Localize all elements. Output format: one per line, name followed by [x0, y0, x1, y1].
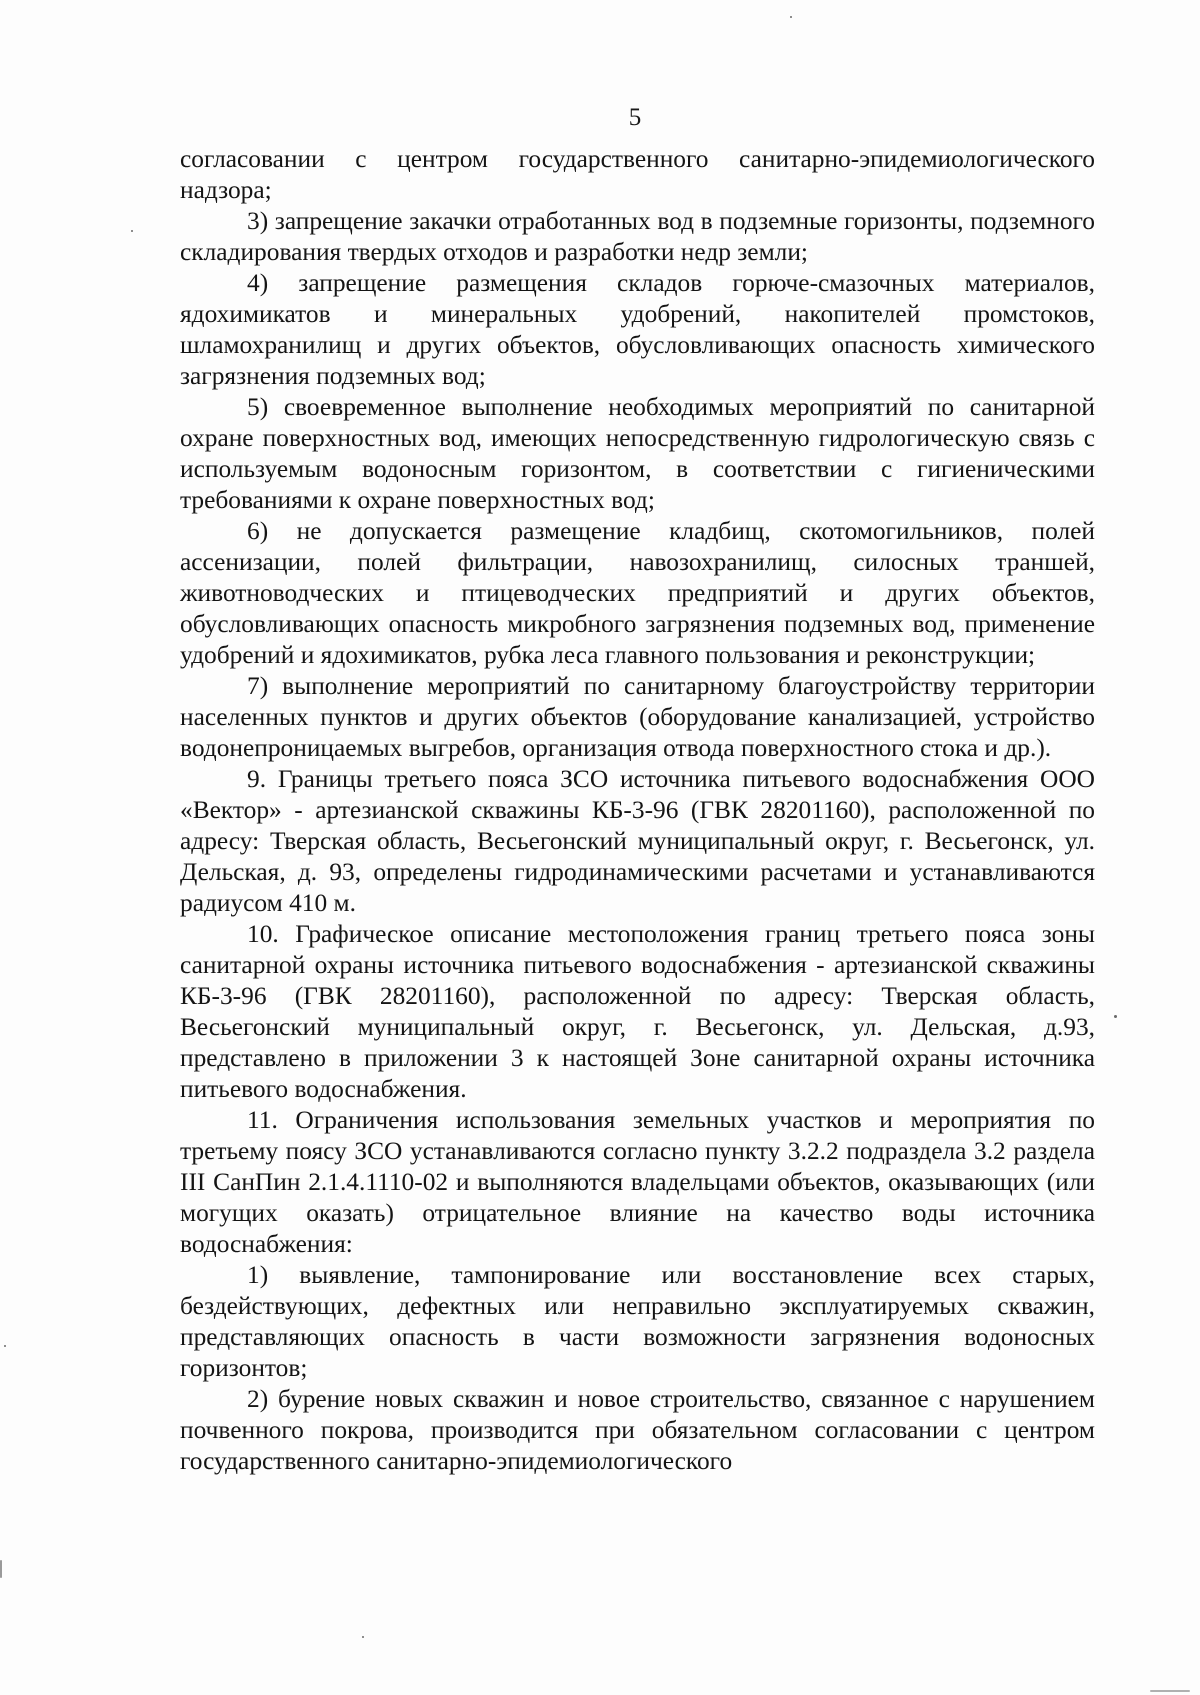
scan-speck: [131, 230, 133, 232]
paragraph-item-3: 3) запрещение закачки отработанных вод в подземные горизонты, подземного складирования твердых отходов и разработки недр земли;: [180, 207, 1095, 266]
scan-speck: [4, 1345, 6, 1347]
paragraph-item-4: 4) запрещение размещения складов горюче-смазочных материалов, ядохимикатов и минеральных удобрений, накопителей промстоков, шламохранилищ и других объектов, обусловливающих опасность химического загрязнения подземных вод;: [180, 269, 1095, 390]
scan-speck: [362, 1636, 364, 1638]
scan-speck: [790, 16, 792, 18]
paragraph-subitem-1: 1) выявление, тампонирование или восстановление всех старых, бездействующих, дефектных или неправильно эксплуатируемых скважин, представляющих опасность в части возможности загрязнения водоносных горизонтов;: [180, 1261, 1095, 1382]
document-body: [180, 144, 1095, 1477]
paragraph-continuation: согласовании с центром государственного санитарно-эпидемиологического надзора;: [180, 145, 1095, 204]
paragraph-section-11: 11. Ограничения использования земельных участков и мероприятия по третьему поясу ЗСО устанавливаются согласно пункту 3.2.2 подраздела 3.2 раздела III СанПин 2.1.4.1110-02 и выполняются владельцами объектов, оказывающих (или могущих оказать) отрицательное влияние на качество воды источника водоснабжения:: [180, 1106, 1095, 1258]
paragraph-item-7: 7) выполнение мероприятий по санитарному благоустройству территории населенных пунктов и других объектов (оборудование канализацией, устройство водонепроницаемых выгребов, организация отвода поверхностного стока и др.).: [180, 672, 1095, 762]
scan-speck: [1150, 1690, 1190, 1692]
paragraph-item-6: 6) не допускается размещение кладбищ, скотомогильников, полей ассенизации, полей фильтрации, навозохранилищ, силосных траншей, животноводческих и птицеводческих предприятий и других объектов, обусловливающих опасность микробного загрязнения подземных вод, применение удобрений и ядохимикатов, рубка леса главного пользования и реконструкции;: [180, 517, 1095, 669]
scan-speck: [1114, 1015, 1117, 1018]
paragraph-section-9: 9. Границы третьего пояса ЗСО источника питьевого водоснабжения ООО «Вектор» - артезианской скважины КБ-3-96 (ГВК 28201160), расположенной по адресу: Тверская область, Весьегонский муниципальный округ, г. Весьегонск, ул. Дельская, д. 93, определены гидродинамическими расчетами и устанавливаются радиусом 410 м.: [180, 765, 1095, 917]
paragraph-item-5: 5) своевременное выполнение необходимых мероприятий по санитарной охране поверхностных вод, имеющих непосредственную гидрологическую связь с используемым водоносным горизонтом, в соответствии с гигиеническими требованиями к охране поверхностных вод;: [180, 393, 1095, 514]
paragraph-section-10: 10. Графическое описание местоположения границ третьего пояса зоны санитарной охраны источника питьевого водоснабжения - артезианской скважины КБ-3-96 (ГВК 28201160), расположенной по адресу: Тверская область, Весьегонский муниципальный округ, г. Весьегонск, ул. Дельская, д.93, представлено в приложении 3 к настоящей Зоне санитарной охраны источника питьевого водоснабжения.: [180, 920, 1095, 1103]
paragraph-subitem-2: 2) бурение новых скважин и новое строительство, связанное с нарушением почвенного покрова, производится при обязательном согласовании с центром государственного санитарно-эпидемиологического: [180, 1385, 1095, 1475]
page-number: 5: [628, 104, 642, 131]
scan-speck: [0, 1560, 2, 1578]
